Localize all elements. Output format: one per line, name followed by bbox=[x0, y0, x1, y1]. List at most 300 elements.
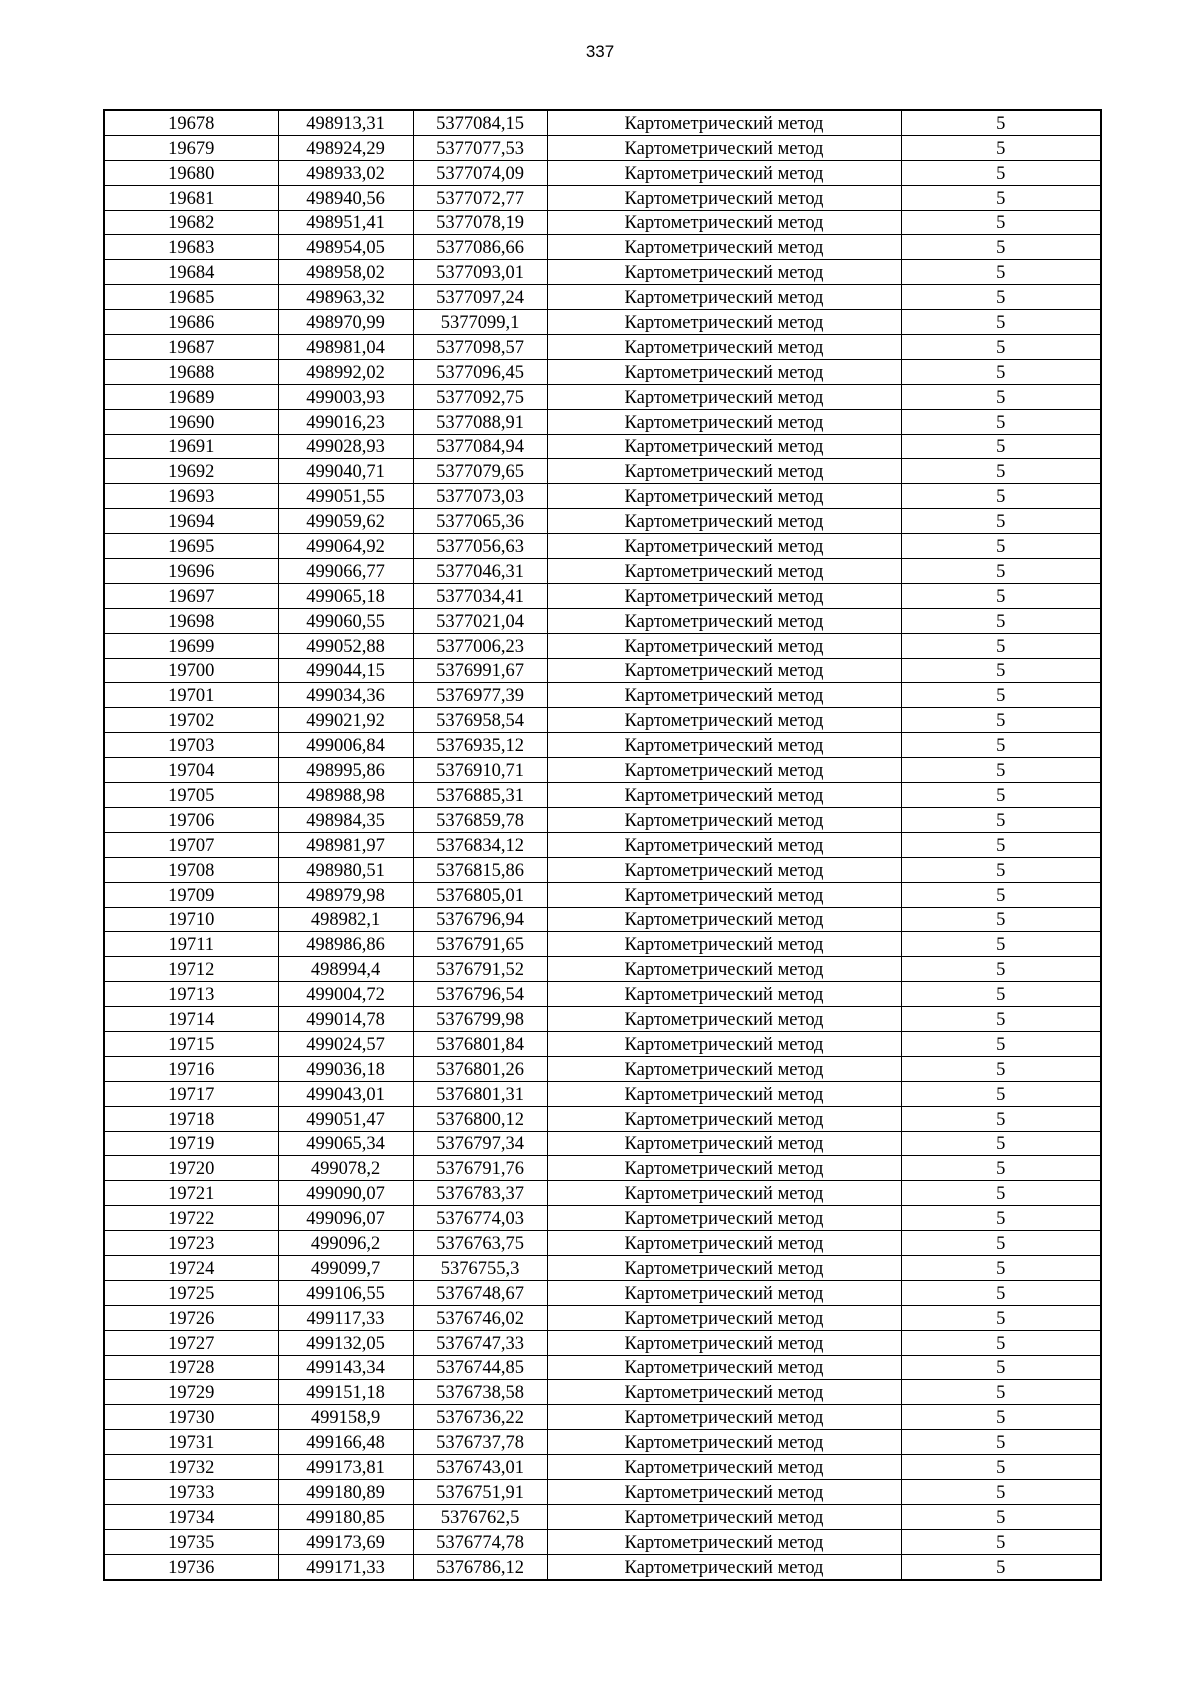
method-cell: Картометрический метод bbox=[547, 1305, 901, 1330]
method-cell: Картометрический метод bbox=[547, 583, 901, 608]
x-coordinate-cell: 499064,92 bbox=[278, 534, 413, 559]
y-coordinate-cell: 5376763,75 bbox=[413, 1231, 547, 1256]
point-number-cell: 19683 bbox=[104, 235, 278, 260]
method-cell: Картометрический метод bbox=[547, 509, 901, 534]
table-row bbox=[104, 932, 1101, 957]
x-coordinate-cell: 499024,57 bbox=[278, 1031, 413, 1056]
y-coordinate-cell: 5377099,1 bbox=[413, 310, 547, 335]
accuracy-cell: 5 bbox=[901, 957, 1101, 982]
method-cell: Картометрический метод bbox=[547, 1280, 901, 1305]
y-coordinate-cell: 5376791,65 bbox=[413, 932, 547, 957]
y-coordinate-cell: 5376744,85 bbox=[413, 1355, 547, 1380]
method-cell: Картометрический метод bbox=[547, 1181, 901, 1206]
y-coordinate-cell: 5376815,86 bbox=[413, 857, 547, 882]
point-number-cell: 19729 bbox=[104, 1380, 278, 1405]
point-number-cell: 19720 bbox=[104, 1156, 278, 1181]
x-coordinate-cell: 499059,62 bbox=[278, 509, 413, 534]
method-cell: Картометрический метод bbox=[547, 285, 901, 310]
point-number-cell: 19717 bbox=[104, 1081, 278, 1106]
y-coordinate-cell: 5377079,65 bbox=[413, 459, 547, 484]
method-cell: Картометрический метод bbox=[547, 982, 901, 1007]
y-coordinate-cell: 5376746,02 bbox=[413, 1305, 547, 1330]
point-number-cell: 19722 bbox=[104, 1206, 278, 1231]
point-number-cell: 19709 bbox=[104, 882, 278, 907]
accuracy-cell: 5 bbox=[901, 1081, 1101, 1106]
accuracy-cell: 5 bbox=[901, 832, 1101, 857]
accuracy-cell: 5 bbox=[901, 857, 1101, 882]
y-coordinate-cell: 5376796,54 bbox=[413, 982, 547, 1007]
method-cell: Картометрический метод bbox=[547, 857, 901, 882]
point-number-cell: 19689 bbox=[104, 384, 278, 409]
method-cell: Картометрический метод bbox=[547, 434, 901, 459]
x-coordinate-cell: 498988,98 bbox=[278, 783, 413, 808]
y-coordinate-cell: 5376800,12 bbox=[413, 1106, 547, 1131]
table-row bbox=[104, 1330, 1101, 1355]
point-number-cell: 19694 bbox=[104, 509, 278, 534]
table-row bbox=[104, 110, 1101, 135]
method-cell: Картометрический метод bbox=[547, 484, 901, 509]
accuracy-cell: 5 bbox=[901, 235, 1101, 260]
method-cell: Картометрический метод bbox=[547, 1007, 901, 1032]
table-row bbox=[104, 409, 1101, 434]
y-coordinate-cell: 5377072,77 bbox=[413, 185, 547, 210]
point-number-cell: 19693 bbox=[104, 484, 278, 509]
x-coordinate-cell: 498992,02 bbox=[278, 359, 413, 384]
y-coordinate-cell: 5376859,78 bbox=[413, 807, 547, 832]
x-coordinate-cell: 499060,55 bbox=[278, 608, 413, 633]
accuracy-cell: 5 bbox=[901, 135, 1101, 160]
method-cell: Картометрический метод bbox=[547, 907, 901, 932]
point-number-cell: 19711 bbox=[104, 932, 278, 957]
method-cell: Картометрический метод bbox=[547, 783, 901, 808]
table-row bbox=[104, 1081, 1101, 1106]
x-coordinate-cell: 499096,07 bbox=[278, 1206, 413, 1231]
point-number-cell: 19703 bbox=[104, 733, 278, 758]
table-row bbox=[104, 534, 1101, 559]
table-row bbox=[104, 1529, 1101, 1554]
point-number-cell: 19704 bbox=[104, 758, 278, 783]
accuracy-cell: 5 bbox=[901, 1355, 1101, 1380]
accuracy-cell: 5 bbox=[901, 384, 1101, 409]
table-row bbox=[104, 807, 1101, 832]
y-coordinate-cell: 5377034,41 bbox=[413, 583, 547, 608]
y-coordinate-cell: 5376805,01 bbox=[413, 882, 547, 907]
method-cell: Картометрический метод bbox=[547, 708, 901, 733]
accuracy-cell: 5 bbox=[901, 310, 1101, 335]
y-coordinate-cell: 5376738,58 bbox=[413, 1380, 547, 1405]
method-cell: Картометрический метод bbox=[547, 1056, 901, 1081]
method-cell: Картометрический метод bbox=[547, 1529, 901, 1554]
point-number-cell: 19702 bbox=[104, 708, 278, 733]
point-number-cell: 19724 bbox=[104, 1255, 278, 1280]
y-coordinate-cell: 5376801,31 bbox=[413, 1081, 547, 1106]
point-number-cell: 19706 bbox=[104, 807, 278, 832]
x-coordinate-cell: 498958,02 bbox=[278, 260, 413, 285]
point-number-cell: 19708 bbox=[104, 857, 278, 882]
y-coordinate-cell: 5376977,39 bbox=[413, 683, 547, 708]
point-number-cell: 19696 bbox=[104, 559, 278, 584]
x-coordinate-cell: 499006,84 bbox=[278, 733, 413, 758]
point-number-cell: 19699 bbox=[104, 633, 278, 658]
method-cell: Картометрический метод bbox=[547, 957, 901, 982]
method-cell: Картометрический метод bbox=[547, 683, 901, 708]
x-coordinate-cell: 499166,48 bbox=[278, 1430, 413, 1455]
y-coordinate-cell: 5376958,54 bbox=[413, 708, 547, 733]
table-row bbox=[104, 957, 1101, 982]
point-number-cell: 19728 bbox=[104, 1355, 278, 1380]
table-row bbox=[104, 484, 1101, 509]
x-coordinate-cell: 498995,86 bbox=[278, 758, 413, 783]
accuracy-cell: 5 bbox=[901, 683, 1101, 708]
table-row bbox=[104, 359, 1101, 384]
table-row bbox=[104, 1255, 1101, 1280]
table-row bbox=[104, 1305, 1101, 1330]
method-cell: Картометрический метод bbox=[547, 1504, 901, 1529]
y-coordinate-cell: 5377077,53 bbox=[413, 135, 547, 160]
table-row bbox=[104, 1405, 1101, 1430]
method-cell: Картометрический метод bbox=[547, 335, 901, 360]
x-coordinate-cell: 499171,33 bbox=[278, 1554, 413, 1579]
accuracy-cell: 5 bbox=[901, 1231, 1101, 1256]
method-cell: Картометрический метод bbox=[547, 534, 901, 559]
accuracy-cell: 5 bbox=[901, 1156, 1101, 1181]
accuracy-cell: 5 bbox=[901, 1255, 1101, 1280]
table-row bbox=[104, 683, 1101, 708]
accuracy-cell: 5 bbox=[901, 285, 1101, 310]
method-cell: Картометрический метод bbox=[547, 1355, 901, 1380]
x-coordinate-cell: 499066,77 bbox=[278, 559, 413, 584]
x-coordinate-cell: 499040,71 bbox=[278, 459, 413, 484]
method-cell: Картометрический метод bbox=[547, 235, 901, 260]
accuracy-cell: 5 bbox=[901, 1479, 1101, 1504]
table-row bbox=[104, 1056, 1101, 1081]
x-coordinate-cell: 498933,02 bbox=[278, 160, 413, 185]
accuracy-cell: 5 bbox=[901, 758, 1101, 783]
x-coordinate-cell: 499034,36 bbox=[278, 683, 413, 708]
point-number-cell: 19687 bbox=[104, 335, 278, 360]
y-coordinate-cell: 5376791,76 bbox=[413, 1156, 547, 1181]
x-coordinate-cell: 499028,93 bbox=[278, 434, 413, 459]
table-row bbox=[104, 733, 1101, 758]
y-coordinate-cell: 5377046,31 bbox=[413, 559, 547, 584]
x-coordinate-cell: 499065,18 bbox=[278, 583, 413, 608]
y-coordinate-cell: 5376801,26 bbox=[413, 1056, 547, 1081]
y-coordinate-cell: 5376910,71 bbox=[413, 758, 547, 783]
y-coordinate-cell: 5376737,78 bbox=[413, 1430, 547, 1455]
accuracy-cell: 5 bbox=[901, 783, 1101, 808]
point-number-cell: 19734 bbox=[104, 1504, 278, 1529]
x-coordinate-cell: 498970,99 bbox=[278, 310, 413, 335]
table-row bbox=[104, 1455, 1101, 1480]
method-cell: Картометрический метод bbox=[547, 1081, 901, 1106]
x-coordinate-cell: 499044,15 bbox=[278, 658, 413, 683]
accuracy-cell: 5 bbox=[901, 733, 1101, 758]
table-row bbox=[104, 708, 1101, 733]
method-cell: Картометрический метод bbox=[547, 832, 901, 857]
accuracy-cell: 5 bbox=[901, 260, 1101, 285]
table-row bbox=[104, 335, 1101, 360]
point-number-cell: 19685 bbox=[104, 285, 278, 310]
accuracy-cell: 5 bbox=[901, 708, 1101, 733]
x-coordinate-cell: 498981,04 bbox=[278, 335, 413, 360]
accuracy-cell: 5 bbox=[901, 559, 1101, 584]
y-coordinate-cell: 5376801,84 bbox=[413, 1031, 547, 1056]
x-coordinate-cell: 498984,35 bbox=[278, 807, 413, 832]
table-row bbox=[104, 1430, 1101, 1455]
method-cell: Картометрический метод bbox=[547, 1106, 901, 1131]
x-coordinate-cell: 499099,7 bbox=[278, 1255, 413, 1280]
accuracy-cell: 5 bbox=[901, 633, 1101, 658]
y-coordinate-cell: 5376748,67 bbox=[413, 1280, 547, 1305]
point-number-cell: 19707 bbox=[104, 832, 278, 857]
table-row bbox=[104, 1181, 1101, 1206]
x-coordinate-cell: 498940,56 bbox=[278, 185, 413, 210]
method-cell: Картометрический метод bbox=[547, 1255, 901, 1280]
x-coordinate-cell: 499003,93 bbox=[278, 384, 413, 409]
y-coordinate-cell: 5376834,12 bbox=[413, 832, 547, 857]
method-cell: Картометрический метод bbox=[547, 633, 901, 658]
table-row bbox=[104, 583, 1101, 608]
accuracy-cell: 5 bbox=[901, 1131, 1101, 1156]
y-coordinate-cell: 5376791,52 bbox=[413, 957, 547, 982]
method-cell: Картометрический метод bbox=[547, 1430, 901, 1455]
table-row bbox=[104, 235, 1101, 260]
table-row bbox=[104, 185, 1101, 210]
point-number-cell: 19698 bbox=[104, 608, 278, 633]
accuracy-cell: 5 bbox=[901, 932, 1101, 957]
x-coordinate-cell: 499021,92 bbox=[278, 708, 413, 733]
point-number-cell: 19688 bbox=[104, 359, 278, 384]
table-row bbox=[104, 559, 1101, 584]
table-row bbox=[104, 633, 1101, 658]
table-row bbox=[104, 1206, 1101, 1231]
accuracy-cell: 5 bbox=[901, 459, 1101, 484]
x-coordinate-cell: 499043,01 bbox=[278, 1081, 413, 1106]
x-coordinate-cell: 498986,86 bbox=[278, 932, 413, 957]
method-cell: Картометрический метод bbox=[547, 1479, 901, 1504]
y-coordinate-cell: 5376796,94 bbox=[413, 907, 547, 932]
y-coordinate-cell: 5376762,5 bbox=[413, 1504, 547, 1529]
method-cell: Картометрический метод bbox=[547, 1131, 901, 1156]
point-number-cell: 19733 bbox=[104, 1479, 278, 1504]
y-coordinate-cell: 5376774,78 bbox=[413, 1529, 547, 1554]
point-number-cell: 19730 bbox=[104, 1405, 278, 1430]
accuracy-cell: 5 bbox=[901, 1430, 1101, 1455]
accuracy-cell: 5 bbox=[901, 1504, 1101, 1529]
accuracy-cell: 5 bbox=[901, 1031, 1101, 1056]
accuracy-cell: 5 bbox=[901, 1181, 1101, 1206]
y-coordinate-cell: 5377056,63 bbox=[413, 534, 547, 559]
accuracy-cell: 5 bbox=[901, 1455, 1101, 1480]
accuracy-cell: 5 bbox=[901, 359, 1101, 384]
y-coordinate-cell: 5377078,19 bbox=[413, 210, 547, 235]
table-row bbox=[104, 1554, 1101, 1579]
accuracy-cell: 5 bbox=[901, 509, 1101, 534]
point-number-cell: 19712 bbox=[104, 957, 278, 982]
x-coordinate-cell: 499036,18 bbox=[278, 1056, 413, 1081]
point-number-cell: 19716 bbox=[104, 1056, 278, 1081]
table-row bbox=[104, 758, 1101, 783]
table-row bbox=[104, 509, 1101, 534]
accuracy-cell: 5 bbox=[901, 1007, 1101, 1032]
x-coordinate-cell: 498982,1 bbox=[278, 907, 413, 932]
y-coordinate-cell: 5376797,34 bbox=[413, 1131, 547, 1156]
accuracy-cell: 5 bbox=[901, 608, 1101, 633]
y-coordinate-cell: 5377093,01 bbox=[413, 260, 547, 285]
point-number-cell: 19691 bbox=[104, 434, 278, 459]
method-cell: Картометрический метод bbox=[547, 210, 901, 235]
y-coordinate-cell: 5376743,01 bbox=[413, 1455, 547, 1480]
point-number-cell: 19695 bbox=[104, 534, 278, 559]
x-coordinate-cell: 498980,51 bbox=[278, 857, 413, 882]
accuracy-cell: 5 bbox=[901, 807, 1101, 832]
table-row bbox=[104, 434, 1101, 459]
method-cell: Картометрический метод bbox=[547, 658, 901, 683]
y-coordinate-cell: 5376751,91 bbox=[413, 1479, 547, 1504]
method-cell: Картометрический метод bbox=[547, 359, 901, 384]
method-cell: Картометрический метод bbox=[547, 310, 901, 335]
y-coordinate-cell: 5376935,12 bbox=[413, 733, 547, 758]
y-coordinate-cell: 5376747,33 bbox=[413, 1330, 547, 1355]
method-cell: Картометрический метод bbox=[547, 1156, 901, 1181]
table-row bbox=[104, 882, 1101, 907]
accuracy-cell: 5 bbox=[901, 434, 1101, 459]
point-number-cell: 19732 bbox=[104, 1455, 278, 1480]
accuracy-cell: 5 bbox=[901, 1529, 1101, 1554]
method-cell: Картометрический метод bbox=[547, 733, 901, 758]
y-coordinate-cell: 5376885,31 bbox=[413, 783, 547, 808]
point-number-cell: 19692 bbox=[104, 459, 278, 484]
x-coordinate-cell: 499158,9 bbox=[278, 1405, 413, 1430]
method-cell: Картометрический метод bbox=[547, 1405, 901, 1430]
table-row bbox=[104, 459, 1101, 484]
y-coordinate-cell: 5376991,67 bbox=[413, 658, 547, 683]
x-coordinate-cell: 499078,2 bbox=[278, 1156, 413, 1181]
x-coordinate-cell: 499052,88 bbox=[278, 633, 413, 658]
point-number-cell: 19700 bbox=[104, 658, 278, 683]
y-coordinate-cell: 5377098,57 bbox=[413, 335, 547, 360]
point-number-cell: 19726 bbox=[104, 1305, 278, 1330]
accuracy-cell: 5 bbox=[901, 1330, 1101, 1355]
point-number-cell: 19725 bbox=[104, 1280, 278, 1305]
table-row bbox=[104, 1031, 1101, 1056]
table-row bbox=[104, 608, 1101, 633]
point-number-cell: 19678 bbox=[104, 110, 278, 135]
table-row bbox=[104, 310, 1101, 335]
table-row bbox=[104, 1231, 1101, 1256]
point-number-cell: 19727 bbox=[104, 1330, 278, 1355]
table-row bbox=[104, 1380, 1101, 1405]
table-row bbox=[104, 135, 1101, 160]
x-coordinate-cell: 498979,98 bbox=[278, 882, 413, 907]
y-coordinate-cell: 5377084,15 bbox=[413, 110, 547, 135]
method-cell: Картометрический метод bbox=[547, 160, 901, 185]
point-number-cell: 19719 bbox=[104, 1131, 278, 1156]
accuracy-cell: 5 bbox=[901, 534, 1101, 559]
method-cell: Картометрический метод bbox=[547, 1031, 901, 1056]
x-coordinate-cell: 499173,69 bbox=[278, 1529, 413, 1554]
method-cell: Картометрический метод bbox=[547, 1455, 901, 1480]
y-coordinate-cell: 5377086,66 bbox=[413, 235, 547, 260]
point-number-cell: 19697 bbox=[104, 583, 278, 608]
point-number-cell: 19684 bbox=[104, 260, 278, 285]
table-row bbox=[104, 658, 1101, 683]
y-coordinate-cell: 5376786,12 bbox=[413, 1554, 547, 1579]
accuracy-cell: 5 bbox=[901, 110, 1101, 135]
x-coordinate-cell: 498963,32 bbox=[278, 285, 413, 310]
page-number: 337 bbox=[585, 42, 615, 61]
accuracy-cell: 5 bbox=[901, 907, 1101, 932]
table-row bbox=[104, 1106, 1101, 1131]
table-row bbox=[104, 832, 1101, 857]
accuracy-cell: 5 bbox=[901, 658, 1101, 683]
x-coordinate-cell: 498924,29 bbox=[278, 135, 413, 160]
method-cell: Картометрический метод bbox=[547, 932, 901, 957]
accuracy-cell: 5 bbox=[901, 1280, 1101, 1305]
method-cell: Картометрический метод bbox=[547, 1554, 901, 1579]
y-coordinate-cell: 5377065,36 bbox=[413, 509, 547, 534]
x-coordinate-cell: 499014,78 bbox=[278, 1007, 413, 1032]
table-body bbox=[104, 110, 1101, 1580]
accuracy-cell: 5 bbox=[901, 982, 1101, 1007]
y-coordinate-cell: 5377073,03 bbox=[413, 484, 547, 509]
table-row bbox=[104, 857, 1101, 882]
method-cell: Картометрический метод bbox=[547, 1330, 901, 1355]
table-row bbox=[104, 1156, 1101, 1181]
x-coordinate-cell: 499151,18 bbox=[278, 1380, 413, 1405]
table-row bbox=[104, 285, 1101, 310]
accuracy-cell: 5 bbox=[901, 1380, 1101, 1405]
point-number-cell: 19710 bbox=[104, 907, 278, 932]
table-row bbox=[104, 1007, 1101, 1032]
point-number-cell: 19735 bbox=[104, 1529, 278, 1554]
table-row bbox=[104, 1355, 1101, 1380]
point-number-cell: 19723 bbox=[104, 1231, 278, 1256]
table-row bbox=[104, 1280, 1101, 1305]
point-number-cell: 19705 bbox=[104, 783, 278, 808]
accuracy-cell: 5 bbox=[901, 160, 1101, 185]
table-row bbox=[104, 783, 1101, 808]
method-cell: Картометрический метод bbox=[547, 135, 901, 160]
accuracy-cell: 5 bbox=[901, 1056, 1101, 1081]
table-row bbox=[104, 1131, 1101, 1156]
x-coordinate-cell: 499106,55 bbox=[278, 1280, 413, 1305]
accuracy-cell: 5 bbox=[901, 484, 1101, 509]
y-coordinate-cell: 5377084,94 bbox=[413, 434, 547, 459]
table-row bbox=[104, 384, 1101, 409]
method-cell: Картометрический метод bbox=[547, 409, 901, 434]
accuracy-cell: 5 bbox=[901, 335, 1101, 360]
y-coordinate-cell: 5377006,23 bbox=[413, 633, 547, 658]
method-cell: Картометрический метод bbox=[547, 384, 901, 409]
x-coordinate-cell: 498951,41 bbox=[278, 210, 413, 235]
point-number-cell: 19721 bbox=[104, 1181, 278, 1206]
y-coordinate-cell: 5376755,3 bbox=[413, 1255, 547, 1280]
x-coordinate-cell: 498913,31 bbox=[278, 110, 413, 135]
x-coordinate-cell: 499180,89 bbox=[278, 1479, 413, 1504]
x-coordinate-cell: 499065,34 bbox=[278, 1131, 413, 1156]
accuracy-cell: 5 bbox=[901, 882, 1101, 907]
point-number-cell: 19701 bbox=[104, 683, 278, 708]
accuracy-cell: 5 bbox=[901, 583, 1101, 608]
y-coordinate-cell: 5376774,03 bbox=[413, 1206, 547, 1231]
point-number-cell: 19731 bbox=[104, 1430, 278, 1455]
x-coordinate-cell: 499051,55 bbox=[278, 484, 413, 509]
accuracy-cell: 5 bbox=[901, 1405, 1101, 1430]
method-cell: Картометрический метод bbox=[547, 882, 901, 907]
y-coordinate-cell: 5376736,22 bbox=[413, 1405, 547, 1430]
point-number-cell: 19715 bbox=[104, 1031, 278, 1056]
